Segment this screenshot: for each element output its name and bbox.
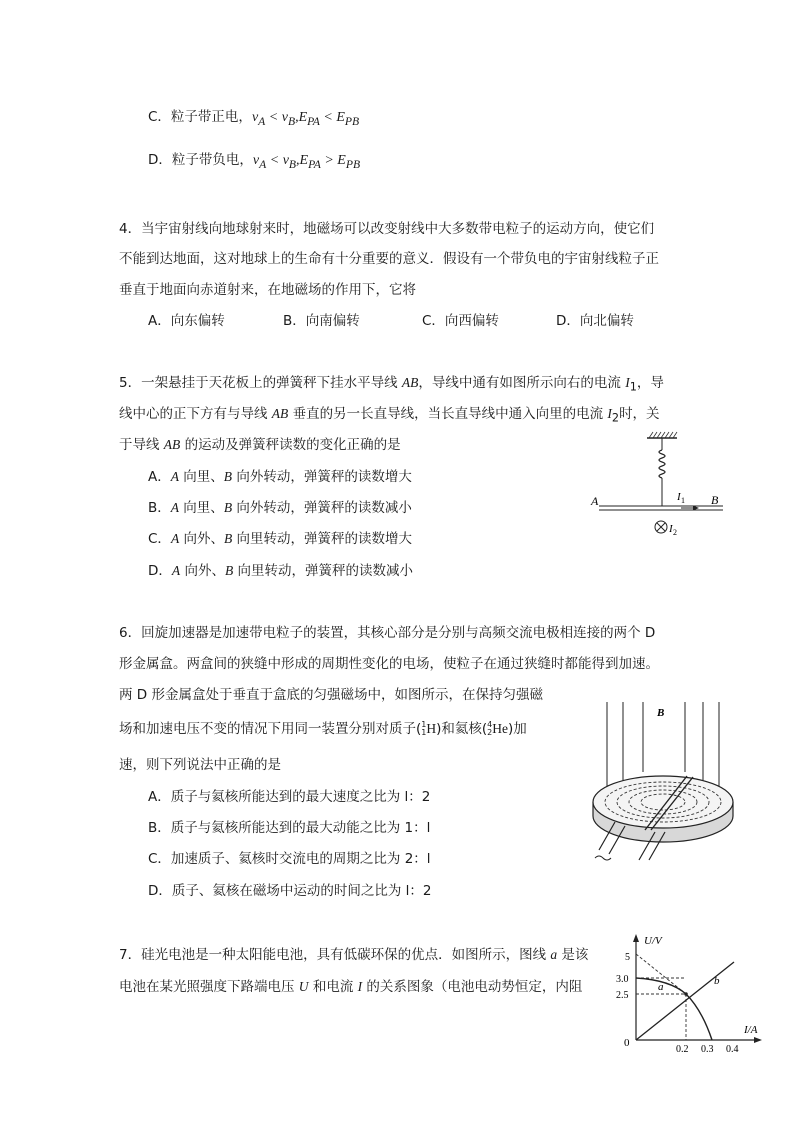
- q5-line-1: 5．一架悬挂于天花板上的弹簧秤下挂水平导线 AB，导线中通有如图所示向右的电流 $I_1$，导: [119, 375, 664, 394]
- q5-option-b: B．A 向里、B 向外转动，弹簧秤的读数减小: [148, 500, 412, 516]
- q6-line-4: 场和加速电压不变的情况下用同一装置分别对质子(1 1H)和氦核(4 2He)加: [119, 720, 527, 737]
- q7-x-tick-0-2: 0.2: [676, 1044, 689, 1055]
- q5-label-i1: I: [677, 491, 681, 503]
- q4-option-c: C．向西偏转: [422, 313, 499, 329]
- q7-line-b: [636, 962, 734, 1040]
- q3-option-d-math: $v_A < v_B,E_{PA} > E_{PB}$: [252, 153, 361, 171]
- q6-label-b: B: [657, 707, 665, 719]
- q4-option-a: A．向东偏转: [148, 313, 225, 329]
- q5-label-b: B: [711, 493, 719, 507]
- q7-y-tick-5: 5: [625, 952, 630, 963]
- q6-option-a: A．质子与氦核所能达到的最大速度之比为 l：2: [148, 789, 431, 805]
- q6-option-d: D．质子、氦核在磁场中运动的时间之比为 l：2: [148, 883, 432, 899]
- q3-option-c: C．粒子带正电，$v_A < v_B,E_{PA} < E_{PB}$: [148, 109, 360, 128]
- q4-option-b: B．向南偏转: [283, 313, 360, 329]
- q7-ui-graph: [610, 928, 770, 1058]
- q4-line-3: 垂直于地面向赤道射来，在地磁场的作用下，它将: [119, 282, 416, 298]
- q5-spring-balance-figure: [585, 430, 735, 545]
- q7-line-2: 电池在某光照强度下路端电压 U 和电流 I 的关系图象（电池电动势恒定，内阻: [119, 979, 583, 995]
- q4-option-d: D．向北偏转: [556, 313, 634, 329]
- q6-cyclotron-figure: [585, 700, 735, 865]
- q5-option-d: D．A 向外、B 向里转动，弹簧秤的读数减小: [148, 563, 413, 579]
- q4-line-2: 不能到达地面，这对地球上的生命有十分重要的意义．假设有一个带负电的宇宙射线粒子正: [119, 251, 659, 267]
- q7-line-b-label: b: [714, 975, 720, 987]
- q6-option-b: B．质子与氦核所能达到的最大动能之比为 1：l: [148, 820, 431, 836]
- q3-option-c-math: $v_A < v_B,E_{PA} < E_{PB}$: [251, 110, 360, 128]
- q7-x-axis-label: I/A: [744, 1024, 758, 1036]
- q5-option-c: C．A 向外、B 向里转动，弹簧秤的读数增大: [148, 531, 413, 547]
- q3-option-d: D．粒子带负电，$v_A < v_B,E_{PA} > E_{PB}$: [148, 152, 361, 171]
- q7-origin-label: 0: [624, 1037, 630, 1049]
- q5-line-2: 线中心的正下方有与导线 AB 垂直的另一长直导线，当长直导线中通入向里的电流 $I_2$时，关: [119, 406, 660, 425]
- q6-option-c: C．加速质子、氦核时交流电的周期之比为 2：l: [148, 851, 431, 867]
- q7-line-1: 7．硅光电池是一种太阳能电池，具有低碳环保的优点．如图所示，图线 a 是该: [119, 947, 589, 963]
- q7-x-tick-0-3: 0.3: [701, 1044, 714, 1055]
- q5-label-i1-sub: 1: [681, 496, 685, 505]
- q6-line-5: 速，则下列说法中正确的是: [119, 757, 281, 773]
- q5-label-i2-sub: 2: [673, 528, 677, 537]
- ac-source-icon: [595, 856, 611, 860]
- q7-curve-a-label: a: [658, 981, 664, 993]
- q5-label-a: A: [591, 494, 599, 508]
- q7-y-tick-2-5: 2.5: [616, 990, 629, 1001]
- q5-label-i2: I: [669, 523, 673, 535]
- q6-line-1: 6．回旋加速器是加速带电粒子的装置，其核心部分是分别与高频交流电极相连接的两个 D: [119, 625, 656, 641]
- q6-line-2: 形金属盒。两盒间的狭缝中形成的周期性变化的电场，使粒子在通过狭缝时都能得到加速。: [119, 656, 659, 672]
- q6-line-3: 两 D 形金属盒处于垂直于盒底的匀强磁场中，如图所示，在保持匀强磁: [119, 687, 543, 703]
- q5-line-3: 于导线 AB 的运动及弹簧秤读数的变化正确的是: [119, 437, 401, 453]
- q7-y-tick-3: 3.0: [616, 974, 629, 985]
- q5-option-a: A．A 向里、B 向外转动，弹簧秤的读数增大: [148, 469, 412, 485]
- q7-y-axis-label: U/V: [644, 935, 662, 947]
- q7-x-tick-0-4: 0.4: [726, 1044, 739, 1055]
- q4-line-1: 4．当宇宙射线向地球射来时，地磁场可以改变射线中大多数带电粒子的运动方向，使它们: [119, 221, 655, 237]
